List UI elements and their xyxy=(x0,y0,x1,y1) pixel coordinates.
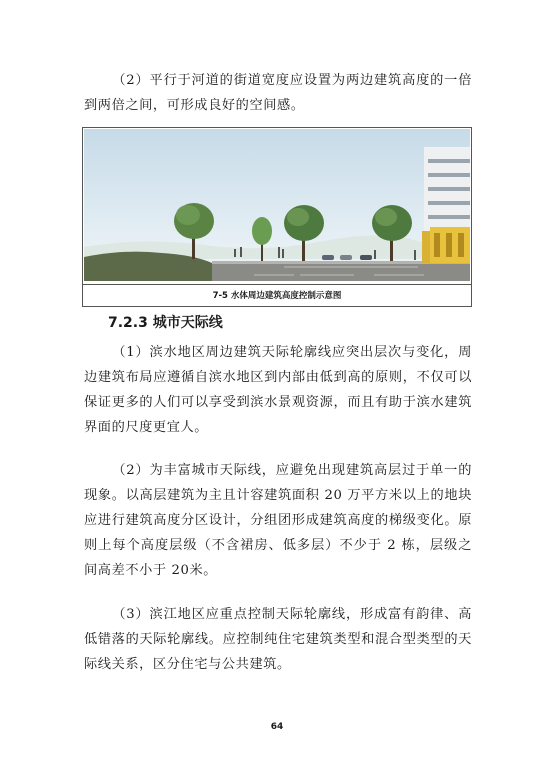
page-number: 64 xyxy=(270,722,284,732)
paragraph-text: （2）平行于河道的街道宽度应设置为两边建筑高度的一倍到两倍之间，可形成良好的空间感。 xyxy=(84,73,472,113)
paragraph-riverside-control xyxy=(84,602,472,677)
paragraph-text: （1）滨水地区周边建筑天际轮廓线应突出层次与变化，周边建筑布局应遵循自滨水地区到内部由低到高的原则，不仅可以保证更多的人们可以享受到滨水景观资源，而且有助于滨水建筑界面的尺度更宜人。 xyxy=(84,345,472,435)
paragraph-skyline-layering xyxy=(84,340,472,440)
figure-waterfront-section xyxy=(82,127,472,307)
paragraph-height-zoning xyxy=(84,458,472,583)
paragraph-text: （3）滨江地区应重点控制天际轮廓线，形成富有韵律、高低错落的天际轮廓线。应控制纯住宅建筑类型和混合型类型的天际线关系，区分住宅与公共建筑。 xyxy=(84,607,472,672)
section-heading: 7.2.3 城市天际线 xyxy=(108,315,223,331)
figure-caption: 7-5 水体周边建筑高度控制示意图 xyxy=(83,284,471,307)
waterfront-section-illustration xyxy=(84,129,470,281)
tall-building xyxy=(422,147,470,263)
paragraph-street-width xyxy=(84,68,472,118)
cars xyxy=(322,255,372,260)
paragraph-text: （2）为丰富城市天际线，应避免出现建筑高层过于单一的现象。以高层建筑为主且计容建筑面积 20 万平方米以上的地块应进行建筑高度分区设计，分组团形成建筑高度的梯级变化。原则上每个高度层级（不含裙房、低多层）不少于 2 栋，层级之间高差不小于 20米。 xyxy=(84,463,472,578)
